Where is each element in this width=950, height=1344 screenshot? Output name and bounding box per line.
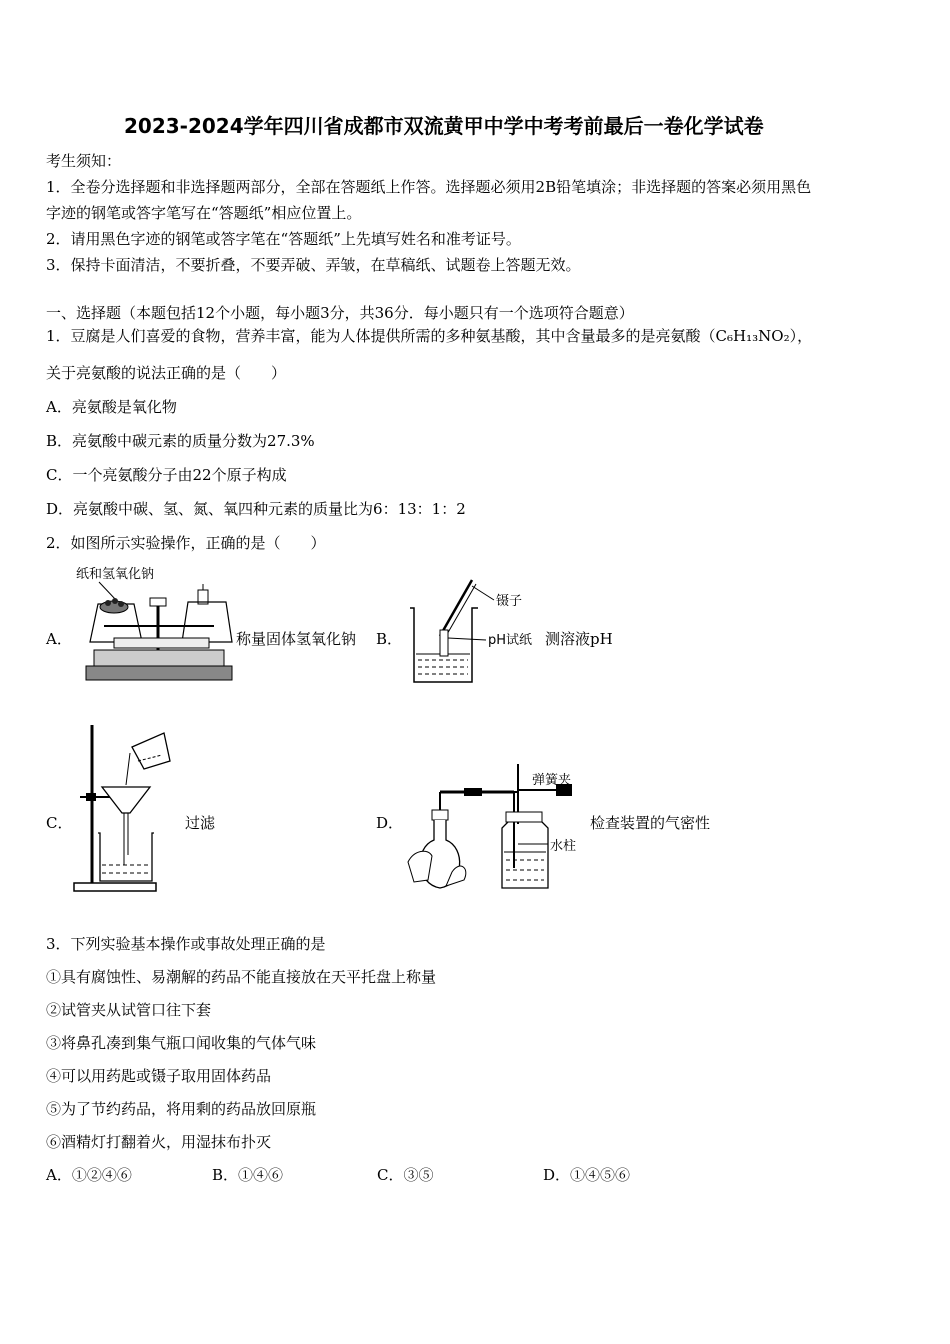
notice-line-1a: 1．全卷分选择题和非选择题两部分，全部在答题纸上作答。选择题必须用2B铅笔填涂；非选择题的答案必须用黑色 xyxy=(46,178,812,196)
q1-option-a: A．亮氨酸是氧化物 xyxy=(46,398,177,416)
q3-statement-1: ①具有腐蚀性、易潮解的药品不能直接放在天平托盘上称量 xyxy=(46,968,437,986)
q3-statement-6: ⑥酒精灯打翻着火，用湿抹布扑灭 xyxy=(46,1133,272,1151)
q3-statement-4: ④可以用药匙或镊子取用固体药品 xyxy=(46,1067,272,1085)
notice-line-2: 2．请用黑色字迹的钢笔或答字笔在“答题纸”上先填写姓名和准考证号。 xyxy=(46,230,521,248)
q2-option-d-text: 检查装置的气密性 xyxy=(590,814,711,832)
balance-label: 纸和氢氧化钠 xyxy=(76,567,155,582)
water-column-label: 水柱 xyxy=(550,839,577,854)
q2-option-c-letter: C． xyxy=(46,814,73,832)
ph-test-figure xyxy=(404,574,544,686)
section-heading: 一、选择题（本题包括12个小题，每小题3分，共36分．每小题只有一个选项符合题意） xyxy=(46,304,634,322)
q1-stem-b: 关于亮氨酸的说法正确的是（ ） xyxy=(46,364,287,382)
q2-option-a-letter: A． xyxy=(46,630,72,648)
q3-option-d: D．①④⑤⑥ xyxy=(543,1166,631,1184)
q1-option-b: B．亮氨酸中碳元素的质量分数为27.3% xyxy=(46,432,315,450)
q2-option-a-text: 称量固体氢氧化钠 xyxy=(236,630,357,648)
q2-option-b-letter: B． xyxy=(376,630,403,648)
q2-option-c-text: 过滤 xyxy=(185,814,216,832)
q2-option-d-letter: D． xyxy=(376,814,404,832)
q1-stem-a: 1．豆腐是人们喜爱的食物，营养丰富，能为人体提供所需的多种氨基酸，其中含量最多的是亮氨酸（C₆H₁₃NO₂）， xyxy=(46,327,813,345)
notice-heading: 考生须知： xyxy=(46,152,122,170)
airtightness-figure xyxy=(406,764,596,896)
q3-option-a: A．①②④⑥ xyxy=(46,1166,132,1184)
ph-paper-label: pH试纸 xyxy=(488,633,533,648)
notice-line-3: 3．保持卡面清洁，不要折叠，不要弄破、弄皱，在草稿纸、试题卷上答题无效。 xyxy=(46,256,581,274)
q2-stem: 2．如图所示实验操作，正确的是（ ） xyxy=(46,534,326,552)
balance-figure xyxy=(74,562,234,687)
page-title: 2023-2024学年四川省成都市双流黄甲中学中考考前最后一卷化学试卷 xyxy=(124,114,764,138)
q3-stem: 3．下列实验基本操作或事故处理正确的是 xyxy=(46,935,326,953)
filtration-figure xyxy=(72,725,172,895)
q3-statement-3: ③将鼻孔凑到集气瓶口闻收集的气体气味 xyxy=(46,1034,317,1052)
q3-statement-5: ⑤为了节约药品，将用剩的药品放回原瓶 xyxy=(46,1100,317,1118)
notice-line-1b: 字迹的钢笔或答字笔写在“答题纸”相应位置上。 xyxy=(46,204,362,222)
tweezers-label: 镊子 xyxy=(496,594,523,609)
q1-option-c: C．一个亮氨酸分子由22个原子构成 xyxy=(46,466,287,484)
clamp-label: 弹簧夹 xyxy=(532,773,572,788)
q3-option-c: C．③⑤ xyxy=(377,1166,434,1184)
q2-option-b-text: 测溶液pH xyxy=(545,630,613,648)
q3-option-b: B．①④⑥ xyxy=(212,1166,284,1184)
q1-option-d: D．亮氨酸中碳、氢、氮、氧四种元素的质量比为6：13：1：2 xyxy=(46,500,466,518)
q3-statement-2: ②试管夹从试管口往下套 xyxy=(46,1001,212,1019)
